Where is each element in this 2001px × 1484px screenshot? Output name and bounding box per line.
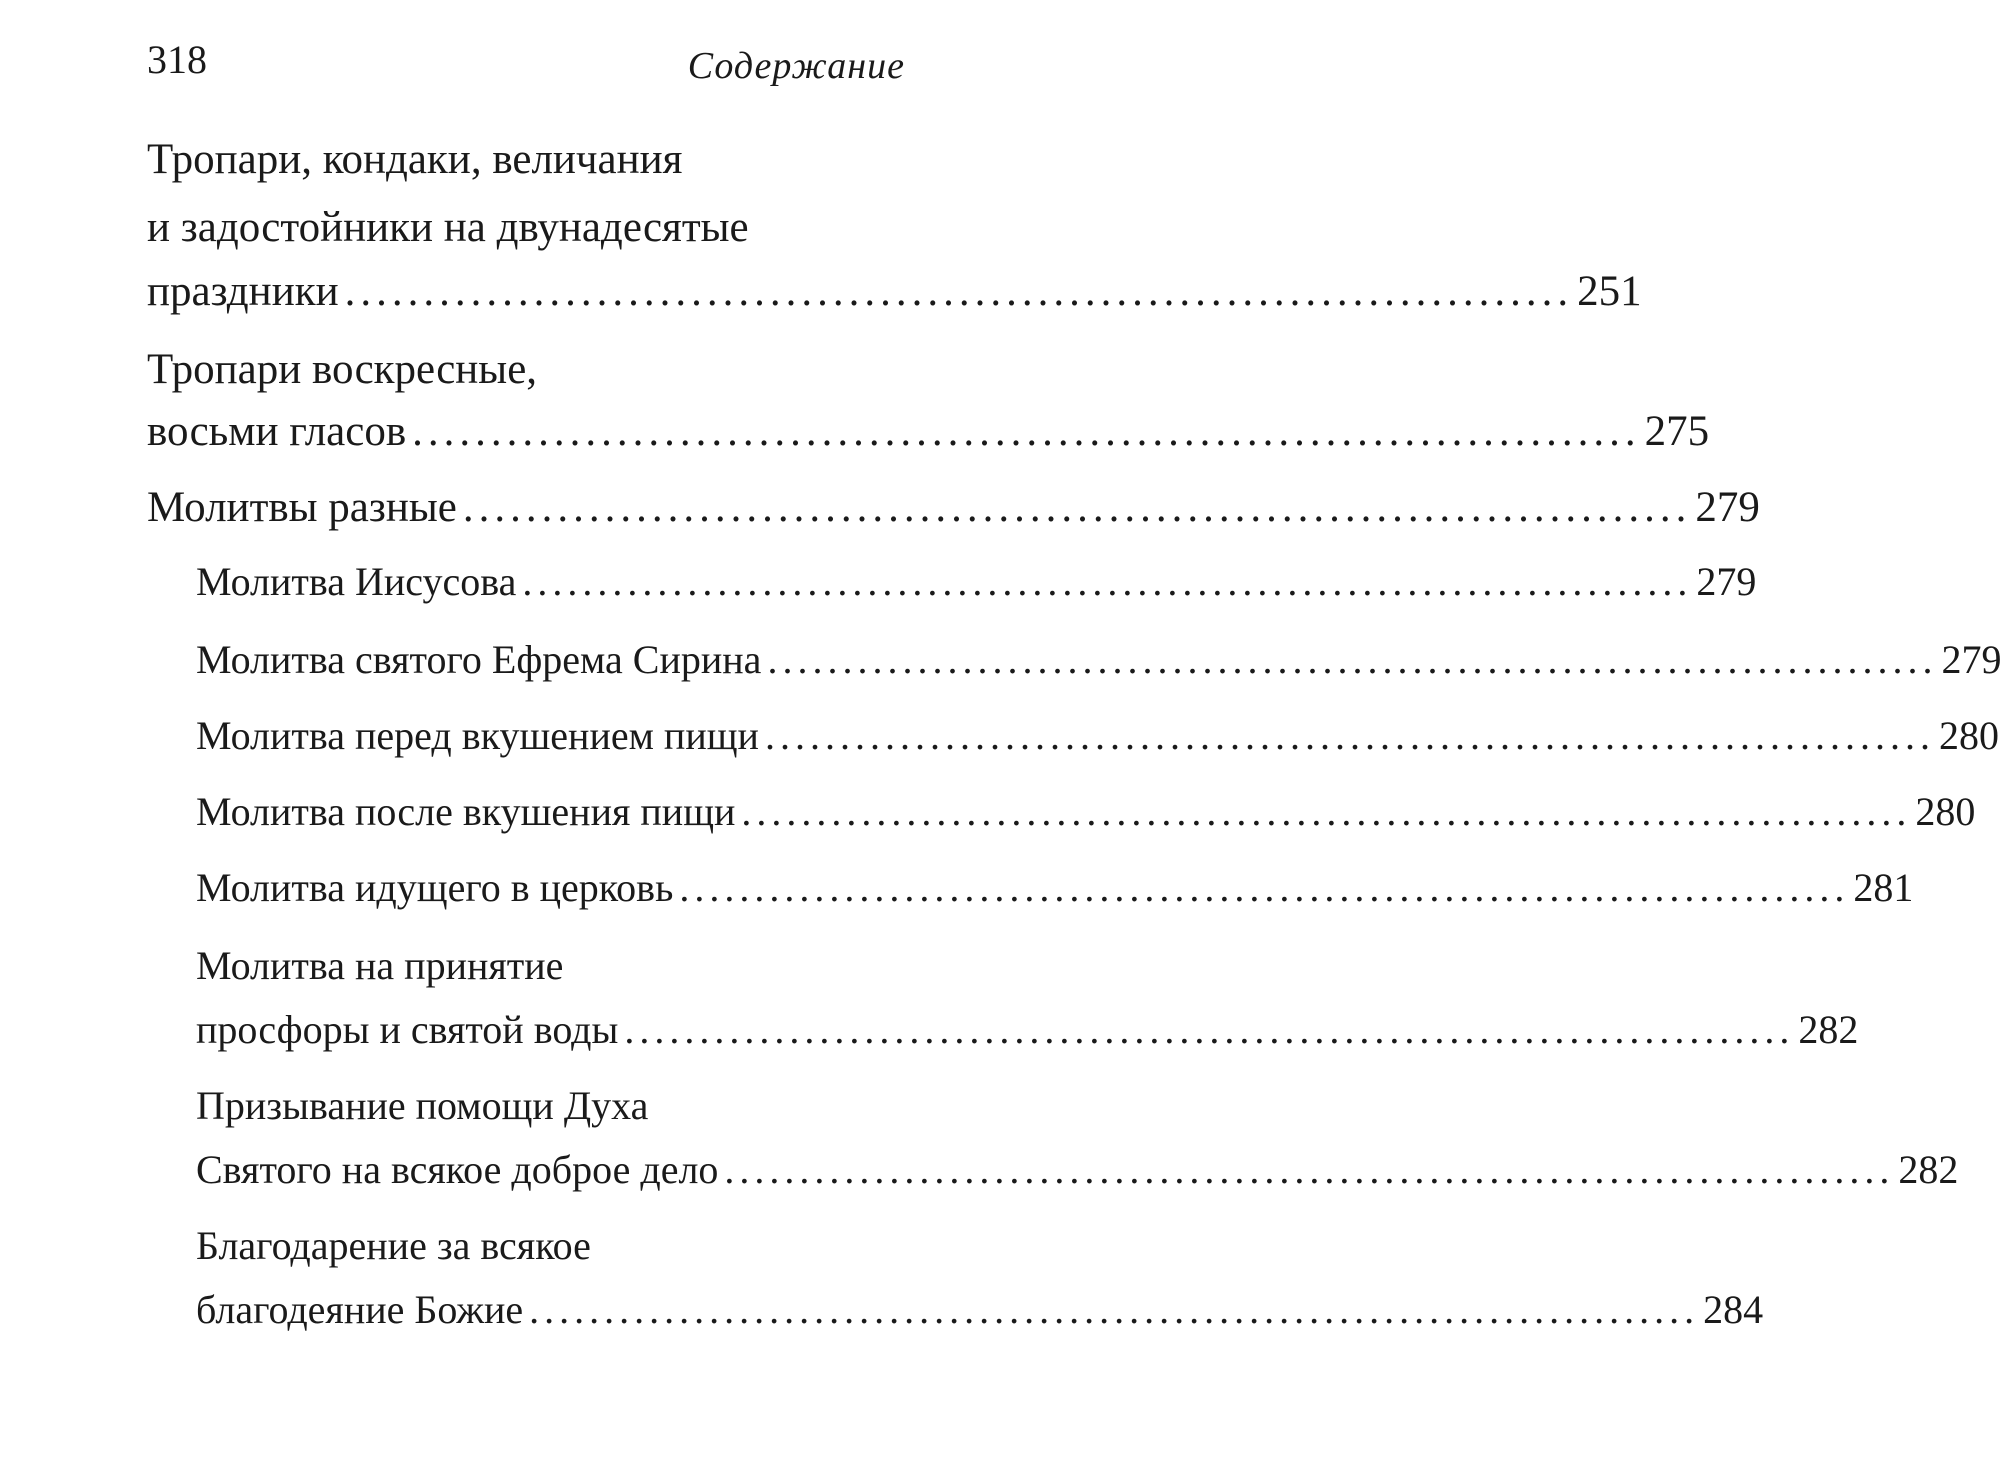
- dot-leader: ..............................................................................: [741, 789, 1912, 834]
- toc-page-number: 282: [1798, 1007, 1859, 1052]
- dot-leader: ..............................................................................: [529, 1287, 1700, 1332]
- toc-entry-last-line: [147, 402, 1710, 462]
- dot-leader: ..............................................................................: [412, 408, 1641, 455]
- toc-subentry-last-line: [196, 1280, 1764, 1340]
- toc-entry-last-line: [147, 262, 1642, 322]
- page-number: 318: [147, 37, 207, 82]
- toc-page-number: 281: [1853, 865, 1914, 910]
- toc-subentry-text: просфоры и святой воды: [196, 1007, 619, 1052]
- dot-leader: ..............................................................................: [679, 865, 1850, 910]
- toc-page-number: 279: [1941, 637, 2001, 682]
- toc-subentry-text: Святого на всякое доброе дело: [196, 1147, 719, 1192]
- toc-entry-text: восьми гласов: [147, 408, 407, 455]
- dot-leader: ..............................................................................: [764, 713, 1935, 758]
- toc-entry-last-line: [147, 478, 1760, 538]
- toc-subentry-text: Молитва после вкушения пищи: [196, 789, 736, 834]
- toc-subentry-last-line: [196, 782, 1976, 842]
- toc-subentry-line: Призывание помощи Духа: [196, 1083, 649, 1128]
- toc-subentry-last-line: [196, 630, 2001, 690]
- toc-entry-line: и задостойники на двунадесятые: [147, 204, 749, 251]
- dot-leader: ..............................................................................: [767, 637, 1938, 682]
- toc-page-number: 279: [1695, 484, 1760, 531]
- toc-page-number: 279: [1696, 559, 1757, 604]
- toc-subentry-last-line: [196, 552, 1757, 612]
- running-head: Содержание: [687, 45, 905, 87]
- toc-subentry-text: Молитва святого Ефрема Сирина: [196, 637, 762, 682]
- toc-subentry-text: Молитва Иисусова: [196, 559, 517, 604]
- toc-subentry-last-line: [196, 858, 1914, 918]
- toc-subentry-line: Молитва на принятие: [196, 943, 564, 988]
- toc-page-number: 284: [1703, 1287, 1764, 1332]
- toc-subentry-text: Молитва перед вкушением пищи: [196, 713, 759, 758]
- toc-subentry-line: Благодарение за всякое: [196, 1223, 591, 1268]
- toc-page-number: 280: [1915, 789, 1976, 834]
- toc-subentry-text: благодеяние Божие: [196, 1287, 524, 1332]
- dot-leader: ..............................................................................: [624, 1007, 1795, 1052]
- dot-leader: ..............................................................................: [724, 1147, 1895, 1192]
- dot-leader: ..............................................................................: [344, 268, 1574, 315]
- toc-entry-text: праздники: [147, 268, 339, 315]
- toc-page-number: 282: [1898, 1147, 1959, 1192]
- toc-entry-text: Молитвы разные: [147, 484, 457, 531]
- toc-entry-line: Тропари воскресные,: [147, 346, 538, 393]
- dot-leader: ..............................................................................: [462, 484, 1692, 531]
- toc-page-number: 251: [1577, 268, 1642, 315]
- dot-leader: ..............................................................................: [522, 559, 1693, 604]
- toc-subentry-text: Молитва идущего в церковь: [196, 865, 674, 910]
- toc-subentry-last-line: [196, 706, 1999, 766]
- toc-subentry-last-line: [196, 1140, 1959, 1200]
- toc-page-number: 280: [1938, 713, 1999, 758]
- toc-entry-line: Тропари, кондаки, величания: [147, 136, 683, 183]
- toc-subentry-last-line: [196, 1000, 1859, 1060]
- toc-page-number: 275: [1644, 408, 1710, 455]
